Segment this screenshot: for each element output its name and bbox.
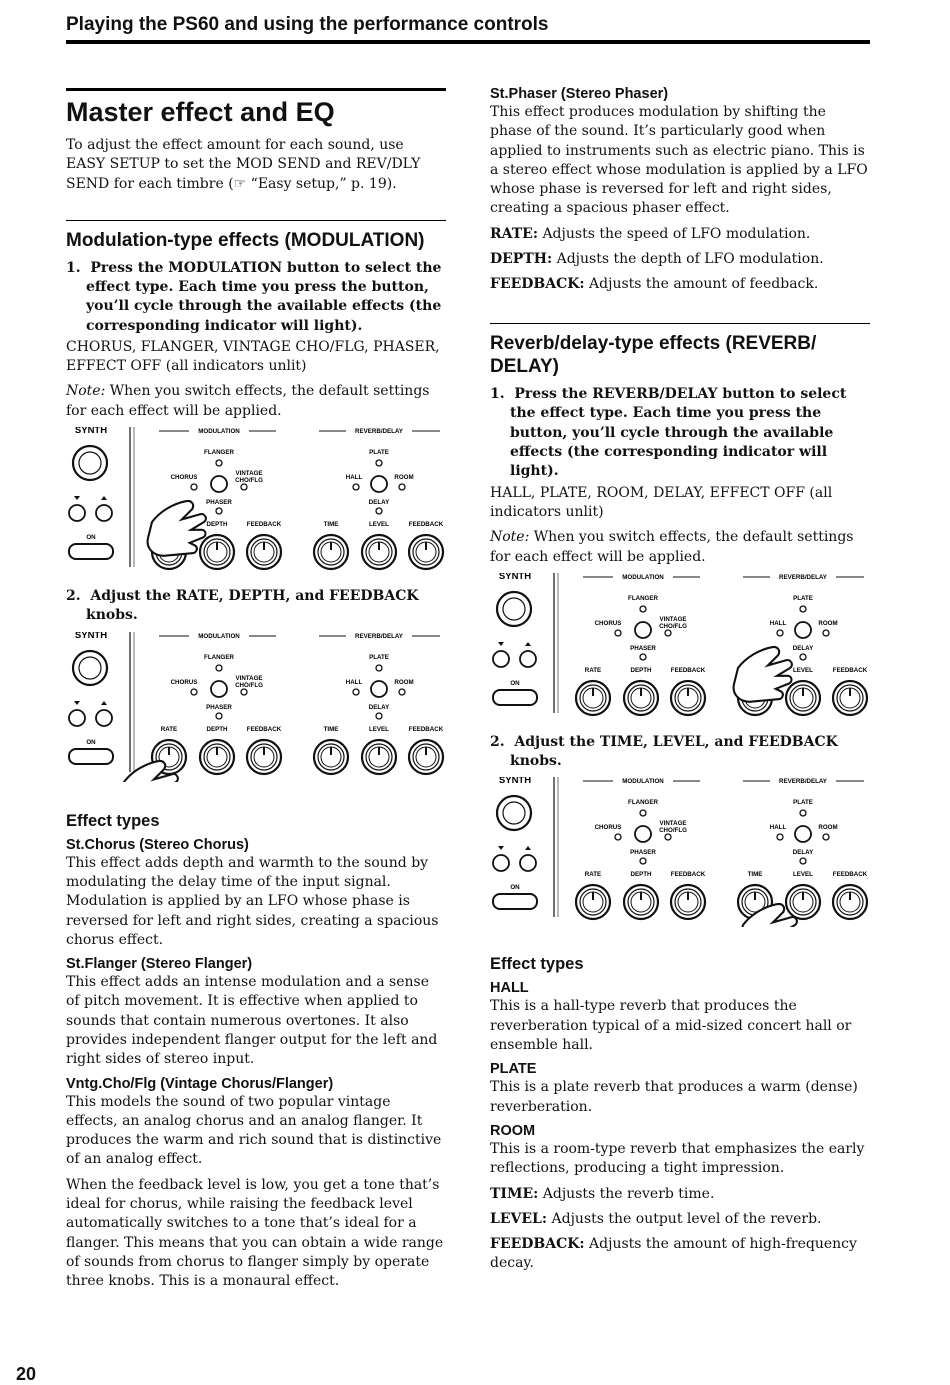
reverb-heading: Reverb/delay-type effects (REVERB/ DELAY)	[490, 323, 870, 380]
depth-label: DEPTH:	[490, 251, 553, 268]
synth-knob-inner	[79, 657, 101, 679]
down-arrow-icon	[74, 496, 80, 500]
flanger-led	[216, 665, 222, 671]
delay-led	[800, 654, 806, 660]
plate-label: PLATE	[369, 449, 389, 457]
feedback-label: FEEDBACK	[670, 666, 706, 674]
room-heading: ROOM	[490, 1122, 536, 1139]
delay-label: DELAY	[368, 703, 390, 711]
synth-label: SYNTH	[498, 777, 532, 787]
synth-label: SYNTH	[74, 427, 108, 437]
level-knob[interactable]	[786, 681, 820, 715]
page-number: 20	[16, 1364, 37, 1384]
octave-down-button[interactable]	[493, 855, 509, 871]
phaser-label: PHASER	[206, 703, 232, 711]
feedback-knob[interactable]	[409, 535, 443, 569]
plate-led	[800, 810, 806, 816]
level-label: LEVEL	[369, 725, 389, 733]
room-label: ROOM	[818, 619, 838, 627]
hall-heading: HALL	[490, 980, 529, 997]
synth-knob-inner	[503, 802, 525, 824]
phaser-label: PHASER	[206, 499, 232, 507]
plate-text: This is a plate reverb that produces a warm (dense) reverberation.	[490, 1079, 858, 1115]
effect-types-heading: Effect types	[490, 955, 584, 974]
depth-label: DEPTH	[630, 666, 652, 674]
flanger-label: FLANGER	[628, 594, 658, 602]
modulation-label: MODULATION	[622, 778, 664, 786]
level-label: LEVEL	[793, 666, 813, 674]
depth-knob[interactable]	[200, 740, 234, 774]
time-text: Adjusts the reverb time.	[538, 1185, 715, 1202]
room-label: ROOM	[394, 678, 414, 686]
hall-led	[353, 689, 359, 695]
chorus-label: CHORUS	[594, 824, 622, 832]
hall-label: HALL	[769, 824, 787, 832]
time-desc	[490, 1185, 870, 1204]
plate-led	[800, 606, 806, 612]
synth-knob-inner	[503, 598, 525, 620]
chorus-label: CHORUS	[170, 678, 198, 686]
control-panel-illustration	[64, 632, 449, 782]
vintage-led	[665, 630, 671, 636]
plate-heading: PLATE	[490, 1061, 537, 1078]
feedback-knob[interactable]	[247, 740, 281, 774]
phaser-led	[640, 858, 646, 864]
modulation-button[interactable]	[211, 681, 227, 697]
rate-label: RATE:	[490, 225, 538, 242]
reverb-step-1: 1. Press the REVERB/DELAY button to select the effect type. Each time you press the button, you’ll cycle through the available effects (the corresponding indicator will light).	[490, 386, 847, 480]
chorus-label: CHORUS	[594, 619, 622, 627]
feedback-label: FEEDBACK	[246, 725, 282, 733]
vintage-led	[665, 834, 671, 840]
level-text: Adjusts the output level of the reverb.	[547, 1210, 822, 1227]
time-label: TIME	[747, 871, 763, 879]
delay-led	[800, 858, 806, 864]
up-arrow-icon	[101, 496, 107, 500]
synth-label: SYNTH	[498, 572, 532, 582]
control-panel-illustration	[488, 777, 873, 927]
vintage-heading: Vntg.Cho/Flg (Vintage Chorus/Flanger)	[66, 1075, 334, 1092]
up-arrow-icon	[525, 846, 531, 850]
on-label: ON	[510, 679, 520, 687]
time-label: TIME:	[490, 1185, 539, 1202]
octave-up-button[interactable]	[96, 710, 112, 726]
flanger-label: FLANGER	[628, 799, 658, 807]
chorus-label: CHORUS	[170, 474, 198, 482]
panel-diagram-reverb-press	[488, 573, 873, 723]
down-arrow-icon	[498, 846, 504, 850]
phaser-label: PHASER	[630, 849, 656, 857]
down-arrow-icon	[498, 642, 504, 646]
flanger-led	[640, 810, 646, 816]
feedback-knob[interactable]	[247, 535, 281, 569]
modulation-button[interactable]	[635, 622, 651, 638]
cho-flg-label: CHO/FLG	[235, 477, 263, 485]
feedback-label: FEEDBACK	[246, 521, 282, 529]
rate-knob[interactable]	[576, 885, 610, 919]
octave-down-button[interactable]	[69, 505, 85, 521]
modulation-heading: Modulation-type effects (MODULATION)	[66, 220, 446, 253]
time-label: TIME	[323, 521, 339, 529]
on-button[interactable]	[69, 544, 113, 559]
rate-label: RATE	[584, 666, 602, 674]
flanger-text: This effect adds an intense modulation and a sense of pitch movement. It is effective when applied to sounds that contain numerous overtones. It also provides independent flanger output for the left and right sides of stereo input.	[66, 974, 438, 1068]
cho-flg-label: CHO/FLG	[659, 622, 687, 630]
section-title: Master effect and EQ	[66, 88, 446, 128]
panel-diagram-modulation-knobs	[64, 632, 449, 782]
feedback-knob[interactable]	[833, 681, 867, 715]
chorus-led	[615, 834, 621, 840]
rate-label: RATE	[160, 725, 178, 733]
feedback-label: FEEDBACK:	[490, 276, 585, 293]
vintage-text-2: When the feedback level is low, you get a tone that’s ideal for chorus, while raising the feedback level automatically switches to a tone that’s ideal for a flanger. This means that you can obtain a wide range of sounds from chorus to flanger simply by operate three knobs. This is a monaural effect.	[66, 1176, 444, 1290]
depth-label: DEPTH	[630, 871, 652, 879]
room-text: This is a room-type reverb that emphasizes the early reflections, producing a tight impression.	[490, 1140, 865, 1177]
feedback-label: FEEDBACK	[408, 725, 444, 733]
vintage-led	[241, 689, 247, 695]
plate-label: PLATE	[793, 799, 813, 807]
flanger-led	[640, 606, 646, 612]
rate-desc	[490, 225, 870, 244]
modulation-label: MODULATION	[198, 632, 240, 640]
modulation-step-1: 1. Press the MODULATION button to select the effect type. Each time you press the button, you’ll cycle through the available effects (the corresponding indicator will light).	[66, 259, 442, 334]
room-label: ROOM	[818, 824, 838, 832]
room-led	[823, 834, 829, 840]
feedback-label: FEEDBACK	[832, 666, 868, 674]
phaser-led	[640, 654, 646, 660]
depth-knob[interactable]	[624, 885, 658, 919]
on-button[interactable]	[493, 894, 537, 909]
octave-up-button[interactable]	[520, 651, 536, 667]
hall-text: This is a hall-type reverb that produces the reverberation typical of a mid-sized concert hall or ensemble hall.	[490, 998, 852, 1054]
level-label: LEVEL:	[490, 1210, 548, 1227]
depth-label: DEPTH	[206, 521, 228, 529]
level-knob[interactable]	[786, 885, 820, 919]
feedback-text: Adjusts the amount of feedback.	[584, 276, 819, 293]
modulation-step-2: 2. Adjust the RATE, DEPTH, and FEEDBACK knobs.	[66, 588, 419, 624]
depth-knob[interactable]	[200, 535, 234, 569]
vintage-label: VINTAGE	[659, 820, 687, 828]
level-label: LEVEL	[793, 871, 813, 879]
flanger-heading: St.Flanger (Stereo Flanger)	[66, 956, 253, 973]
delay-led	[376, 508, 382, 514]
on-button[interactable]	[493, 690, 537, 705]
chorus-led	[615, 630, 621, 636]
time-knob[interactable]	[314, 535, 348, 569]
modulation-label: MODULATION	[622, 573, 664, 581]
flanger-label: FLANGER	[204, 449, 234, 457]
feedback-label: FEEDBACK	[832, 871, 868, 879]
note-label: Note:	[490, 529, 530, 546]
flanger-label: FLANGER	[204, 653, 234, 661]
cho-flg-label: CHO/FLG	[659, 827, 687, 835]
hand-pointer-icon	[148, 501, 206, 556]
hall-led	[777, 834, 783, 840]
rate-label: RATE	[584, 871, 602, 879]
vintage-label: VINTAGE	[235, 674, 263, 682]
left-column	[66, 88, 446, 1298]
phaser-led	[216, 508, 222, 514]
room-label: ROOM	[394, 474, 414, 482]
octave-down-button[interactable]	[69, 710, 85, 726]
up-arrow-icon	[525, 642, 531, 646]
phaser-led	[216, 713, 222, 719]
cho-flg-label: CHO/FLG	[235, 681, 263, 689]
hall-label: HALL	[345, 474, 363, 482]
vintage-led	[241, 484, 247, 490]
octave-down-button[interactable]	[493, 651, 509, 667]
down-arrow-icon	[74, 701, 80, 705]
time-knob[interactable]	[314, 740, 348, 774]
reverb-note	[490, 528, 870, 567]
phaser-label: PHASER	[630, 644, 656, 652]
note-text: When you switch effects, the default settings for each effect will be applied.	[66, 383, 430, 419]
rate-knob[interactable]	[576, 681, 610, 715]
reverb-delay-label: REVERB/DELAY	[355, 632, 403, 640]
on-label: ON	[86, 534, 96, 542]
chorus-led	[191, 484, 197, 490]
hall-led	[353, 484, 359, 490]
intro-text: To adjust the effect amount for each sound, use EASY SETUP to set the MOD SEND and REV/DLY SEND for each timbre (☞ “Easy setup,” p. 19).	[66, 137, 421, 192]
reverb-delay-button[interactable]	[795, 826, 811, 842]
synth-knob-inner	[79, 452, 101, 474]
hall-label: HALL	[769, 619, 787, 627]
plate-label: PLATE	[793, 594, 813, 602]
feedback-knob[interactable]	[671, 885, 705, 919]
feedback2-desc	[490, 1235, 870, 1274]
phaser-text: This effect produces modulation by shifting the phase of the sound. It’s particularly good when applied to instruments such as electric piano. This is a stereo effect whose modulation is applied by a LFO whose phase is reversed for left and right sides, creating a spacious phaser effect.	[490, 104, 868, 217]
delay-label: DELAY	[792, 644, 814, 652]
control-panel-illustration	[488, 573, 873, 723]
reverb-delay-button[interactable]	[371, 476, 387, 492]
octave-up-button[interactable]	[96, 505, 112, 521]
room-led	[399, 689, 405, 695]
feedback-label: FEEDBACK:	[490, 1236, 585, 1253]
room-led	[399, 484, 405, 490]
modulation-note	[66, 382, 446, 421]
up-arrow-icon	[101, 701, 107, 705]
synth-label: SYNTH	[74, 631, 108, 641]
plate-led	[376, 665, 382, 671]
delay-label: DELAY	[792, 849, 814, 857]
control-panel-illustration	[64, 427, 449, 577]
reverb-delay-button[interactable]	[795, 622, 811, 638]
reverb-delay-label: REVERB/DELAY	[779, 778, 827, 786]
feedback-knob[interactable]	[671, 681, 705, 715]
feedback-text: Adjusts the amount of high-frequency decay.	[490, 1236, 857, 1272]
octave-up-button[interactable]	[520, 855, 536, 871]
hall-led	[777, 630, 783, 636]
note-label: Note:	[66, 383, 106, 400]
feedback-knob[interactable]	[833, 885, 867, 919]
chorus-led	[191, 689, 197, 695]
room-led	[823, 630, 829, 636]
panel-diagram-modulation-press	[64, 427, 449, 577]
depth-desc	[490, 250, 870, 269]
modulation-button[interactable]	[635, 826, 651, 842]
phaser-heading: St.Phaser (Stereo Phaser)	[490, 86, 669, 102]
chorus-text: This effect adds depth and warmth to the sound by modulating the delay time of the input signal. Modulation is applied by an LFO whose phase is reversed for left and right sides, creating a spacious chorus effect.	[66, 854, 439, 948]
on-button[interactable]	[69, 749, 113, 764]
vintage-label: VINTAGE	[235, 470, 263, 478]
hall-label: HALL	[345, 678, 363, 686]
panel-diagram-reverb-knobs	[488, 777, 873, 927]
rate-text: Adjusts the speed of LFO modulation.	[538, 225, 811, 242]
note-text: When you switch effects, the default settings for each effect will be applied.	[490, 529, 854, 565]
time-label: TIME	[323, 725, 339, 733]
modulation-button[interactable]	[211, 476, 227, 492]
delay-led	[376, 713, 382, 719]
right-column	[490, 86, 870, 1280]
depth-text: Adjusts the depth of LFO modulation.	[552, 251, 824, 268]
level-knob[interactable]	[362, 535, 396, 569]
reverb-step-2: 2. Adjust the TIME, LEVEL, and FEEDBACK knobs.	[490, 733, 838, 770]
chorus-heading: St.Chorus (Stereo Chorus)	[66, 836, 249, 853]
hand-pointer-icon	[734, 647, 792, 702]
modulation-label: MODULATION	[198, 428, 240, 436]
depth-knob[interactable]	[624, 681, 658, 715]
reverb-delay-label: REVERB/DELAY	[779, 573, 827, 581]
level-desc	[490, 1210, 870, 1229]
feedback-desc	[490, 275, 870, 294]
plate-label: PLATE	[369, 653, 389, 661]
vintage-text-1: This models the sound of two popular vintage effects, an analog chorus and an analog flanger. It produces the warm and rich sound that is distinctive of an analog effect.	[66, 1093, 442, 1168]
reverb-delay-button[interactable]	[371, 681, 387, 697]
on-label: ON	[86, 738, 96, 746]
plate-led	[376, 460, 382, 466]
feedback-label: FEEDBACK	[408, 521, 444, 529]
flanger-led	[216, 460, 222, 466]
running-header: Playing the PS60 and using the performance controls	[66, 14, 870, 44]
feedback-knob[interactable]	[409, 740, 443, 774]
on-label: ON	[510, 884, 520, 892]
vintage-label: VINTAGE	[659, 615, 687, 623]
feedback-label: FEEDBACK	[670, 871, 706, 879]
reverb-delay-label: REVERB/DELAY	[355, 428, 403, 436]
delay-label: DELAY	[368, 499, 390, 507]
reverb-list: HALL, PLATE, ROOM, DELAY, EFFECT OFF (all indicators unlit)	[490, 484, 833, 520]
depth-label: DEPTH	[206, 725, 228, 733]
level-knob[interactable]	[362, 740, 396, 774]
level-label: LEVEL	[369, 521, 389, 529]
modulation-list: CHORUS, FLANGER, VINTAGE CHO/FLG, PHASER, EFFECT OFF (all indicators unlit)	[66, 338, 440, 375]
effect-types-heading: Effect types	[66, 811, 160, 830]
